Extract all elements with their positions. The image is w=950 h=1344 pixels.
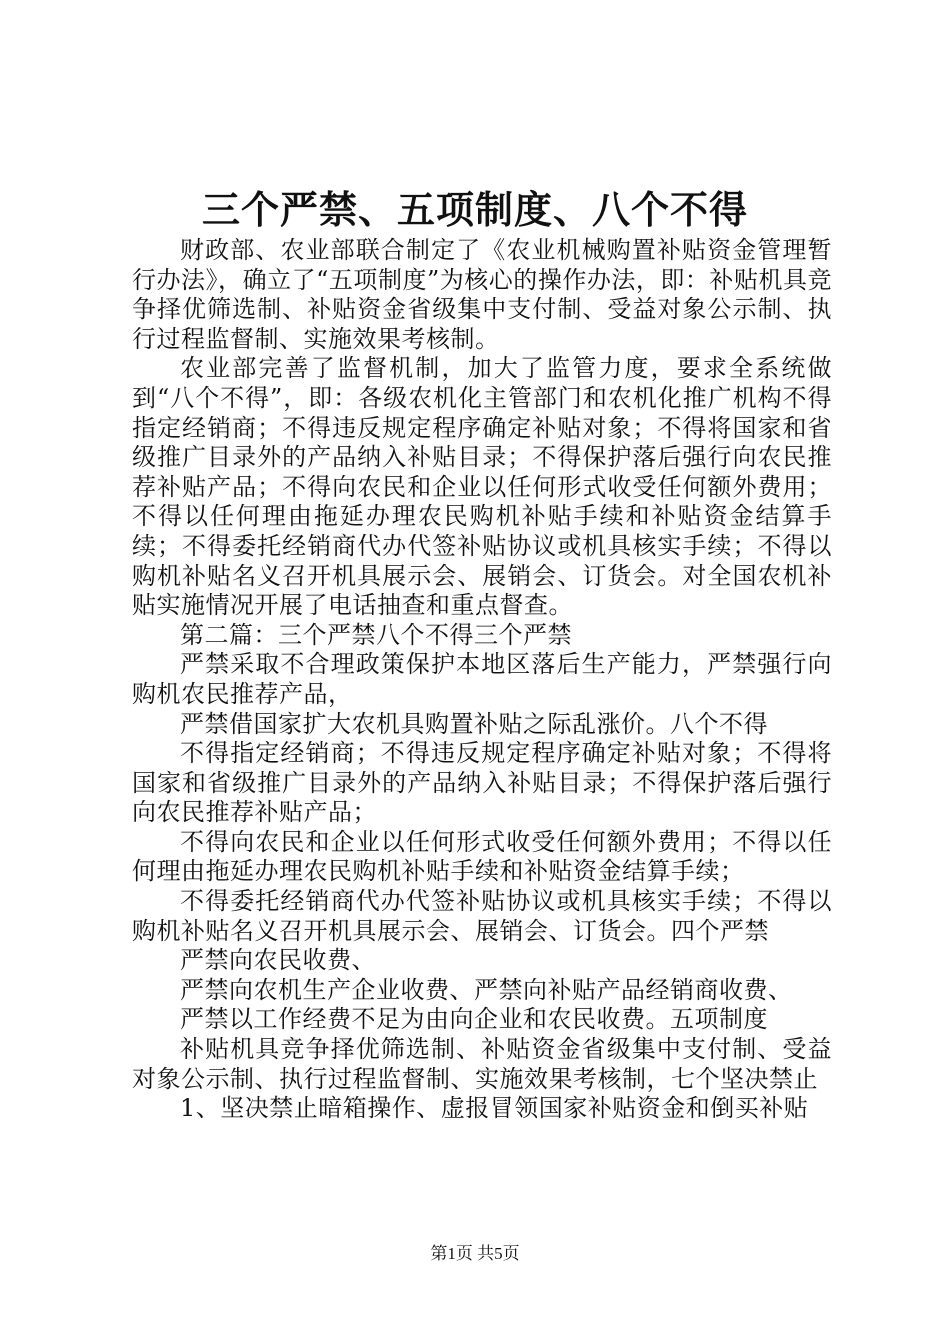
page-number-footer: 第1页 共5页 (430, 1244, 520, 1263)
paragraph: 不得向农民和企业以任何形式收受任何额外费用；不得以任何理由拖延办理农民购机补贴手续和补贴资金结算手续； (132, 827, 832, 886)
paragraph: 补贴机具竞争择优筛选制、补贴资金省级集中支付制、受益对象公示制、执行过程监督制、实施效果考核制，七个坚决禁止 (132, 1035, 832, 1093)
paragraph: 严禁借国家扩大农机具购置补贴之际乱涨价。八个不得 (180, 709, 768, 738)
paragraph: 严禁采取不合理政策保护本地区落后生产能力，严禁强行向购机农民推荐产品， (132, 650, 832, 708)
document-body (132, 236, 832, 1124)
paragraph: 1、坚决禁止暗箱操作、虚报冒领国家补贴资金和倒买补贴 (180, 1094, 809, 1123)
page-title: 三个严禁、五项制度、八个不得 (201, 187, 748, 232)
section-heading: 第二篇：三个严禁八个不得三个严禁 (180, 620, 572, 649)
paragraph: 严禁向农机生产企业收费、严禁向补贴产品经销商收费、 (180, 975, 793, 1004)
paragraph: 不得委托经销商代办代签补贴协议或机具核实手续；不得以购机补贴名义召开机具展示会、展销会、订货会。四个严禁 (132, 887, 832, 945)
paragraph: 财政部、农业部联合制定了《农业机械购置补贴资金管理暂行办法》，确立了“五项制度”为核心的操作办法，即：补贴机具竞争择优筛选制、补贴资金省级集中支付制、受益对象公示制、执行过程监督制、实施效果考核制。 (132, 236, 832, 353)
paragraph: 农业部完善了监督机制，加大了监管力度，要求全系统做到“八个不得”，即：各级农机化主管部门和农机化推广机构不得指定经销商；不得违反规定程序确定补贴对象；不得将国家和省级推广目录外的产品纳入补贴目录；不得保护落后强行向农民推荐补贴产品；不得向农民和企业以任何形式收受任何额外费用；不得以任何理由拖延办理农民购机补贴手续和补贴资金结算手续；不得委托经销商代办代签补贴协议或机具核实手续；不得以购机补贴名义召开机具展示会、展销会、订货会。对全国农机补贴实施情况开展了电话抽查和重点督查。 (132, 354, 832, 620)
paragraph: 不得指定经销商；不得违反规定程序确定补贴对象；不得将国家和省级推广目录外的产品纳入补贴目录；不得保护落后强行向农民推荐补贴产品； (132, 739, 832, 827)
paragraph: 严禁以工作经费不足为由向企业和农民收费。五项制度 (180, 1005, 768, 1034)
paragraph: 严禁向农民收费、 (180, 946, 376, 975)
